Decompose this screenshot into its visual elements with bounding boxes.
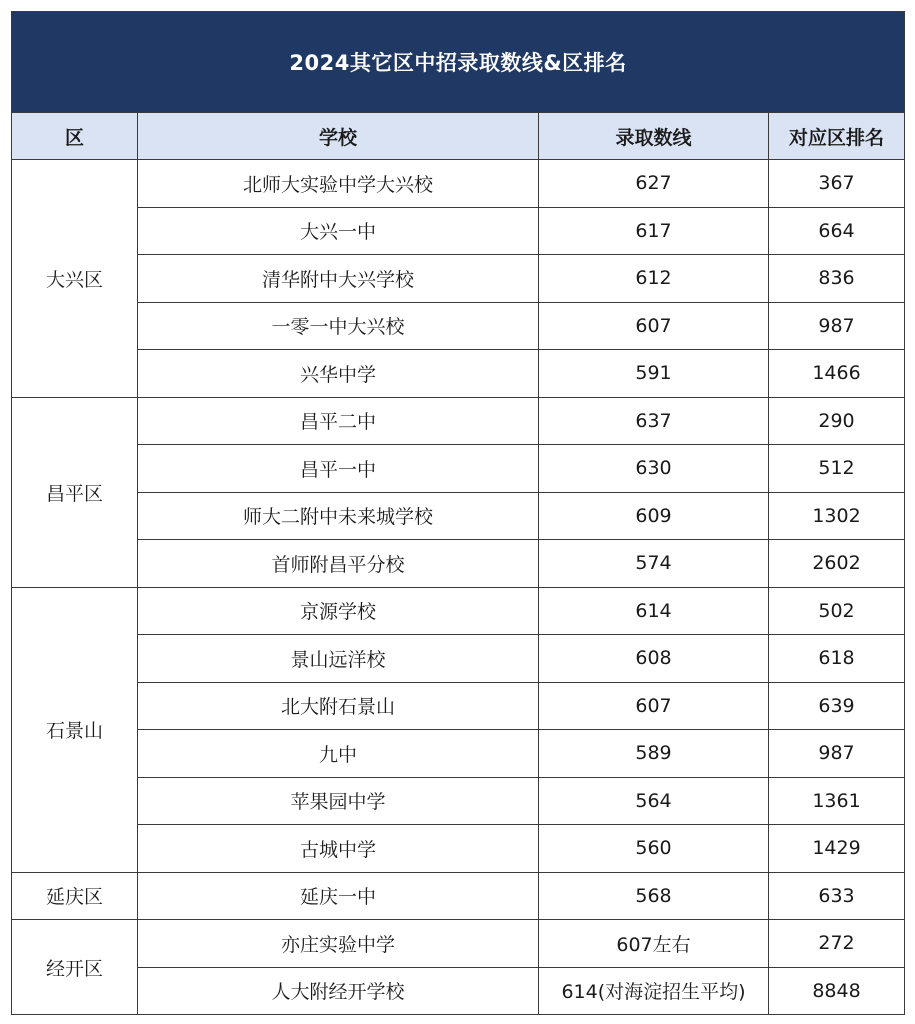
table-row	[12, 777, 905, 825]
school-cell: 昌平二中	[138, 397, 539, 445]
score-cell: 607	[539, 682, 769, 730]
table-row	[12, 872, 905, 920]
rank-cell: 1361	[769, 777, 905, 825]
score-cell: 627	[539, 160, 769, 208]
score-cell: 607	[539, 302, 769, 350]
table-row	[12, 445, 905, 493]
table-row	[12, 920, 905, 968]
header-score: 录取数线	[539, 113, 769, 160]
score-cell: 564	[539, 777, 769, 825]
district-cell: 延庆区	[12, 872, 138, 920]
table-row	[12, 207, 905, 255]
school-cell: 北师大实验中学大兴校	[138, 160, 539, 208]
district-cell: 经开区	[12, 920, 138, 1015]
table-row	[12, 682, 905, 730]
school-cell: 首师附昌平分校	[138, 540, 539, 588]
table-body	[12, 160, 905, 1015]
table-row	[12, 160, 905, 208]
rank-cell: 639	[769, 682, 905, 730]
rank-cell: 272	[769, 920, 905, 968]
score-cell: 568	[539, 872, 769, 920]
table-row	[12, 255, 905, 303]
rank-cell: 512	[769, 445, 905, 493]
school-cell: 京源学校	[138, 587, 539, 635]
table-row	[12, 302, 905, 350]
score-cell: 589	[539, 730, 769, 778]
rank-cell: 8848	[769, 967, 905, 1015]
district-cell: 大兴区	[12, 160, 138, 398]
score-cell: 607左右	[539, 920, 769, 968]
rank-cell: 1302	[769, 492, 905, 540]
school-cell: 人大附经开学校	[138, 967, 539, 1015]
score-cell: 614(对海淀招生平均)	[539, 967, 769, 1015]
school-cell: 苹果园中学	[138, 777, 539, 825]
score-cell: 609	[539, 492, 769, 540]
rank-cell: 987	[769, 730, 905, 778]
rank-cell: 1429	[769, 825, 905, 873]
table-row	[12, 730, 905, 778]
table-title: 2024其它区中招录取数线&区排名	[12, 12, 905, 113]
rank-cell: 290	[769, 397, 905, 445]
table-row	[12, 350, 905, 398]
school-cell: 一零一中大兴校	[138, 302, 539, 350]
score-cell: 608	[539, 635, 769, 683]
school-cell: 师大二附中未来城学校	[138, 492, 539, 540]
score-cell: 637	[539, 397, 769, 445]
header-rank: 对应区排名	[769, 113, 905, 160]
table-row	[12, 825, 905, 873]
header-school: 学校	[138, 113, 539, 160]
school-cell: 兴华中学	[138, 350, 539, 398]
school-cell: 景山远洋校	[138, 635, 539, 683]
table-row	[12, 967, 905, 1015]
rank-cell: 367	[769, 160, 905, 208]
table-row	[12, 587, 905, 635]
school-cell: 大兴一中	[138, 207, 539, 255]
school-cell: 昌平一中	[138, 445, 539, 493]
school-cell: 九中	[138, 730, 539, 778]
score-cell: 617	[539, 207, 769, 255]
score-cell: 591	[539, 350, 769, 398]
school-cell: 延庆一中	[138, 872, 539, 920]
school-cell: 清华附中大兴学校	[138, 255, 539, 303]
table-row	[12, 635, 905, 683]
score-cell: 612	[539, 255, 769, 303]
school-cell: 亦庄实验中学	[138, 920, 539, 968]
table-row	[12, 492, 905, 540]
admission-table	[11, 11, 905, 1015]
rank-cell: 2602	[769, 540, 905, 588]
rank-cell: 633	[769, 872, 905, 920]
score-cell: 630	[539, 445, 769, 493]
table-row	[12, 540, 905, 588]
rank-cell: 1466	[769, 350, 905, 398]
score-cell: 560	[539, 825, 769, 873]
rank-cell: 664	[769, 207, 905, 255]
school-cell: 北大附石景山	[138, 682, 539, 730]
score-cell: 614	[539, 587, 769, 635]
header-district: 区	[12, 113, 138, 160]
district-cell: 石景山	[12, 587, 138, 872]
rank-cell: 836	[769, 255, 905, 303]
score-cell: 574	[539, 540, 769, 588]
rank-cell: 618	[769, 635, 905, 683]
rank-cell: 502	[769, 587, 905, 635]
table-row	[12, 397, 905, 445]
district-cell: 昌平区	[12, 397, 138, 587]
rank-cell: 987	[769, 302, 905, 350]
header-row	[12, 113, 905, 160]
title-row	[12, 12, 905, 113]
school-cell: 古城中学	[138, 825, 539, 873]
